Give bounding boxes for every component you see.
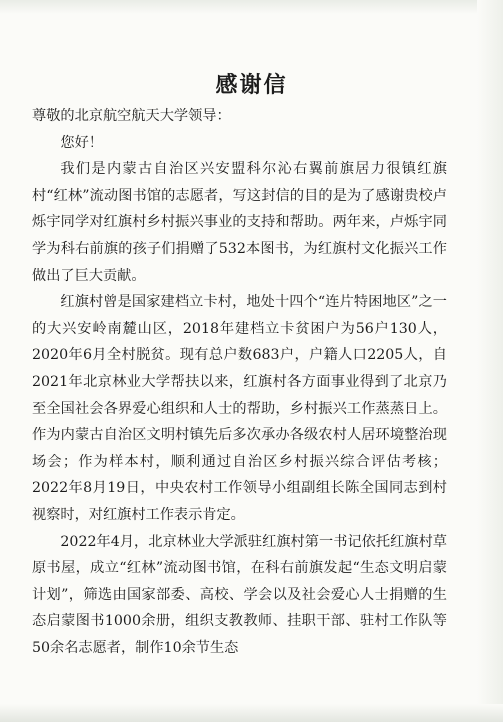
letter-paragraph-2: 红旗村曾是国家建档立卡村，地处十四个“连片特困地区”之一的大兴安岭南麓山区，2018年建档立卡贫困户为56户130人，2020年6月全村脱贫。现有总户数683户，户籍人口2205人，自2021年北京林业大学帮扶以来，红旗村各方面事业得到了北京乃至全国社会各界爱心组织和人士的帮助，乡村振兴工作蒸蒸日上。作为内蒙古自治区文明村镇先后多次承办各级农村人居环境整治现场会；作为样本村，顺利通过自治区乡村振兴综合评估考核；2022年8月19日，中央农村工作领导小组副组长陈全国同志到村视察时，对红旗村工作表示肯定。 [32,294,447,523]
scan-edge-right [477,0,503,722]
letter-paragraph-3: 2022年4月，北京林业大学派驻红旗村第一书记依托红旗村草原书屋，成立“红林”流动图书馆，在科右前旗发起“生态文明启蒙计划”，筛选由国家部委、高校、学会以及社会爱心人士捐赠的生态启蒙图书1000余册，组织支教教师、挂职干部、驻村工作队等50余名志愿者，制作10余节生态 [32,533,447,656]
letter-salutation: 尊敬的北京航空航天大学领导： [32,108,231,124]
scan-edge-top [0,0,503,14]
scan-edge-bottom [0,704,503,722]
letter-paragraph-1: 我们是内蒙古自治区兴安盟科尔沁右翼前旗居力很镇红旗村“红林”流动图书馆的志愿者，写这封信的目的是为了感谢贵校卢烁宇同学对红旗村乡村振兴事业的支持和帮助。两年来，卢烁宇同学为科右前旗的孩子们捐赠了532本图书，为红旗村文化振兴工作做出了巨大贡献。 [32,161,447,284]
letter-greeting: 您好！ [60,134,103,151]
letter-title: 感谢信 [215,72,288,98]
letter-body [32,103,447,661]
